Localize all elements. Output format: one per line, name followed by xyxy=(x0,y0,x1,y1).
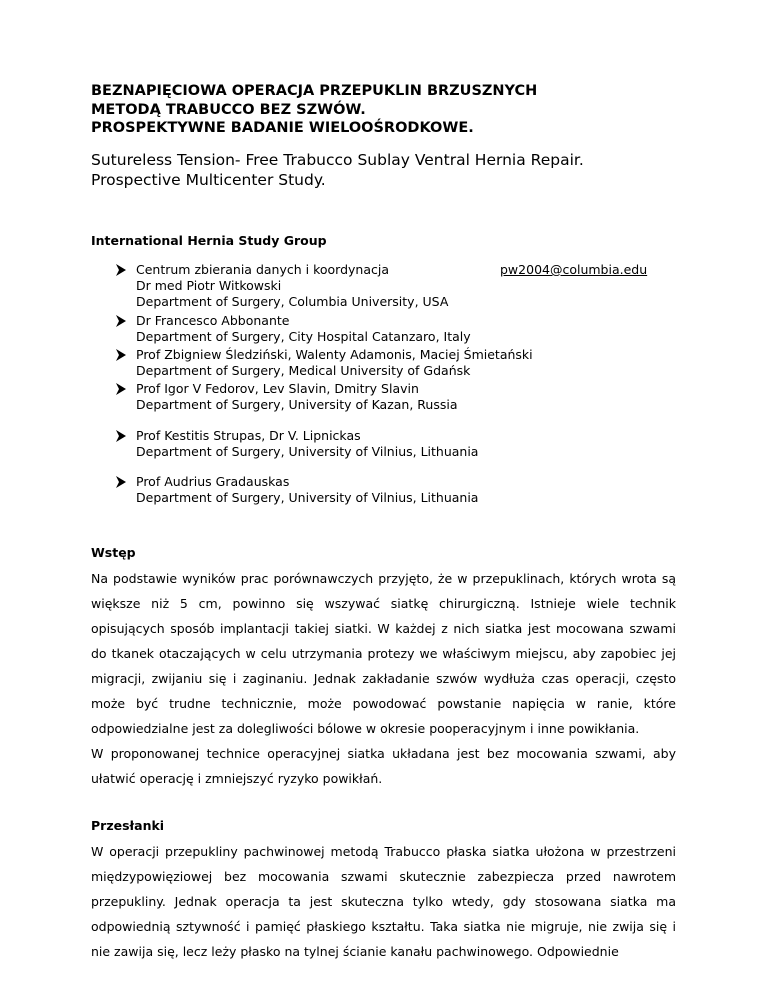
arrowhead-bullet-icon xyxy=(115,263,127,277)
polish-title xyxy=(91,82,691,138)
member-line: Prof Igor V Fedorov, Lev Slavin, Dmitry Slavin xyxy=(136,381,419,396)
member-line: Centrum zbierania danych i koordynacja xyxy=(136,262,389,277)
intro-paragraph: Na podstawie wyników prac porównawczych przyjęto, że w przepuklinach, których wrota są większe niż 5 cm, powinno się wszywać siatkę chirurgiczną. Istnieje wiele technik opisujących sposób implantacji takiej siatki. W każdej z nich siatka jest mocowana szwami do tkanek otaczających w celu utrzymania protezy we właściwym miejscu, aby zapobiec jej migracji, zwijaniu się i zaginaniu. Jednak zakładanie szwów wydłuża czas operacji, często może być trudne technicznie, może powodować powstanie napięcia w ranie, które odpowiedzialne jest za dolegliwości bólowe w okresie pooperacyjnym i inne powikłania. xyxy=(91,571,676,736)
subtitle-line: Prospective Multicenter Study. xyxy=(91,171,326,189)
contact-email-link[interactable]: pw2004@columbia.edu xyxy=(500,262,648,277)
member-line: Prof Kestitis Strupas, Dr V. Lipnickas xyxy=(136,428,361,443)
title-line: METODĄ TRABUCCO BEZ SZWÓW. xyxy=(91,101,366,118)
arrowhead-bullet-icon xyxy=(115,475,127,489)
member-line: Department of Surgery, University of Vilnius, Lithuania xyxy=(136,490,479,505)
premises-paragraph: W operacji przepukliny pachwinowej metodą Trabucco płaska siatka ułożona w przestrzeni międzypowięziowej bez mocowania szwami skutecznie zabezpiecza przed nawrotem przepukliny. Jednak operacja ta jest skuteczna tylko wtedy, gdy stosowana siatka ma odpowiednią sztywność i pamięć płaskiego kształtu. Taka siatka nie migruje, nie zwija się i nie zawija się, lecz leży płasko na tylnej ścianie kanału pachwinowego. Odpowiednie xyxy=(91,844,676,959)
arrowhead-bullet-icon xyxy=(115,314,127,328)
member-line: Dr Francesco Abbonante xyxy=(136,313,290,328)
title-line: BEZNAPIĘCIOWA OPERACJA PRZEPUKLIN BRZUSZNYCH xyxy=(91,83,538,99)
intro-paragraph: W proponowanej technice operacyjnej siatka układana jest bez mocowania szwami, aby ułatwić operację i zmniejszyć ryzyko powikłań. xyxy=(91,746,676,786)
section-heading-introduction: Wstęp xyxy=(91,545,136,560)
member-line: Prof Audrius Gradauskas xyxy=(136,474,290,489)
subtitle-line: Sutureless Tension- Free Trabucco Sublay Ventral Hernia Repair. xyxy=(91,151,584,169)
member-line: Department of Surgery, University of Vilnius, Lithuania xyxy=(136,444,479,459)
member-line: Department of Surgery, Medical University of Gdańsk xyxy=(136,363,471,378)
member-line: Prof Zbigniew Śledziński, Walenty Adamonis, Maciej Śmietański xyxy=(136,347,533,362)
member-line: Department of Surgery, University of Kazan, Russia xyxy=(136,397,458,412)
arrowhead-bullet-icon xyxy=(115,429,127,443)
title-line: PROSPEKTYWNE BADANIE WIELOOŚRODKOWE. xyxy=(91,120,474,136)
member-line: Department of Surgery, City Hospital Catanzaro, Italy xyxy=(136,329,471,344)
arrowhead-bullet-icon xyxy=(115,348,127,362)
member-line: Department of Surgery, Columbia University, USA xyxy=(136,294,449,309)
arrowhead-bullet-icon xyxy=(115,382,127,396)
study-group-heading: International Hernia Study Group xyxy=(91,233,327,248)
section-heading-premises: Przesłanki xyxy=(91,818,165,833)
english-title xyxy=(91,150,711,190)
member-line: Dr med Piotr Witkowski xyxy=(136,278,282,293)
